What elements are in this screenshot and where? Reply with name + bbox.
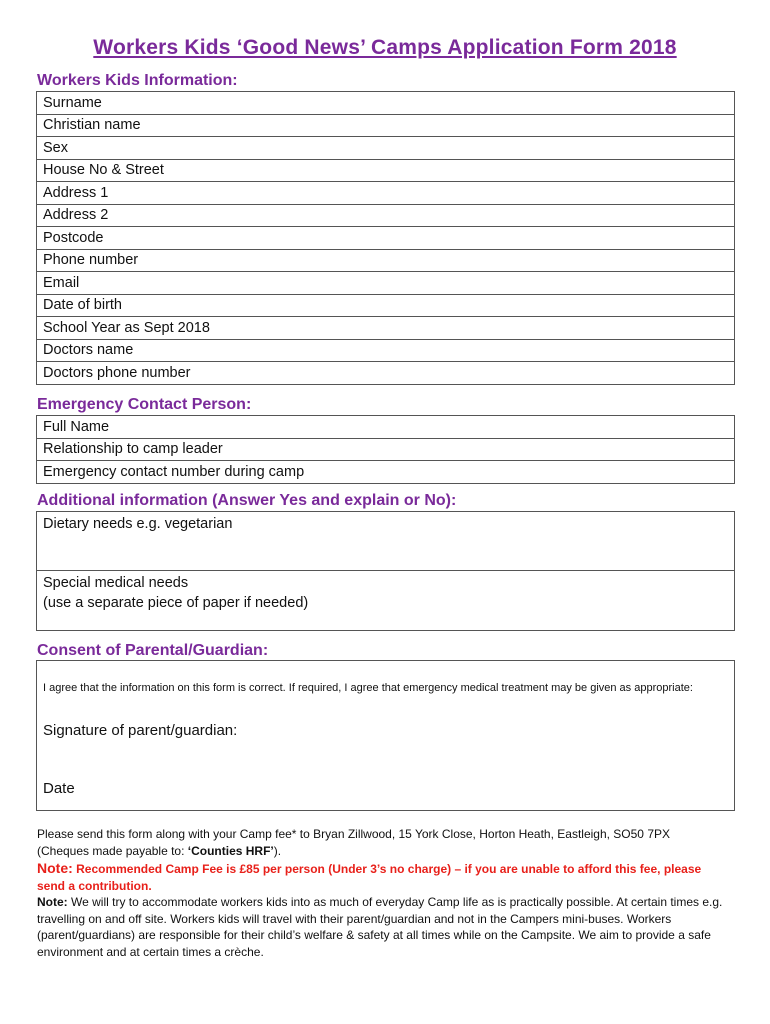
table-row: [37, 339, 735, 362]
general-note-text: We will try to accommodate workers kids into as much of everyday Camp life as is practically possible. At certain times e.g. travelling on and off site. Workers kids will travel with their parent/guardian and not in the Campers mini-buses. Workers (parent/guardians) are responsible for their child’s welfare & safety at all times while on the Campsite. We aim to provide a safe environment and at certain times a crèche.: [37, 895, 723, 959]
field-school-year[interactable]: School Year as Sept 2018: [37, 317, 735, 340]
form-title: Workers Kids ‘Good News’ Camps Application Form 2018: [93, 36, 677, 59]
kids-info-heading: Workers Kids Information:: [37, 72, 238, 89]
emergency-contact-heading: Emergency Contact Person:: [37, 396, 252, 413]
fee-note-label: Note:: [37, 860, 73, 876]
send-instructions: Please send this form along with your Camp fee* to Bryan Zillwood, 15 York Close, Horton Heath, Eastleigh, SO50 7PX: [37, 827, 670, 841]
field-surname[interactable]: Surname: [37, 92, 735, 115]
medical-label: Special medical needs: [43, 575, 189, 591]
table-row: [37, 159, 735, 182]
table-row: [37, 92, 735, 115]
table-row: [37, 249, 735, 272]
table-row: [37, 416, 735, 439]
consent-box: [36, 660, 735, 811]
consent-statement: I agree that the information on this form is correct. If required, I agree that emergency medical treatment may be given as appropriate:: [43, 682, 693, 694]
table-row: [37, 294, 735, 317]
general-note-label: Note:: [37, 895, 68, 909]
field-email[interactable]: Email: [37, 272, 735, 295]
signature-label: Signature of parent/guardian:: [43, 722, 238, 739]
general-note: [37, 894, 727, 960]
field-doctors-phone[interactable]: Doctors phone number: [37, 362, 735, 385]
fee-note: [37, 860, 727, 894]
fee-note-text: Recommended Camp Fee is £85 per person (Under 3’s no charge) – if you are unable to afford this fee, please send a contribution.: [37, 862, 702, 893]
additional-info-heading: Additional information (Answer Yes and explain or No):: [37, 492, 457, 509]
cheque-payee: ‘Counties HRF’: [187, 843, 274, 858]
field-christian-name[interactable]: Christian name: [37, 114, 735, 137]
dietary-label: Dietary needs e.g. vegetarian: [43, 516, 233, 532]
medical-note: (use a separate piece of paper if needed): [43, 595, 309, 611]
date-label: Date: [43, 780, 75, 797]
consent-heading: Consent of Parental/Guardian:: [37, 642, 269, 659]
kids-info-table: [36, 91, 735, 385]
field-date-of-birth[interactable]: Date of birth: [37, 294, 735, 317]
cheque-prefix: (Cheques made payable to:: [37, 843, 188, 858]
field-sex[interactable]: Sex: [37, 137, 735, 160]
field-address-1[interactable]: Address 1: [37, 182, 735, 205]
field-doctors-name[interactable]: Doctors name: [37, 339, 735, 362]
cheque-line: [37, 843, 727, 860]
table-row: [37, 137, 735, 160]
table-row: [37, 461, 735, 484]
table-row: [37, 114, 735, 137]
field-postcode[interactable]: Postcode: [37, 227, 735, 250]
table-row: [37, 204, 735, 227]
table-row: [37, 438, 735, 461]
footer-text: [37, 826, 727, 960]
field-phone-number[interactable]: Phone number: [37, 249, 735, 272]
field-full-name[interactable]: Full Name: [37, 416, 735, 439]
table-row: [37, 317, 735, 340]
table-row: [37, 182, 735, 205]
table-row: [37, 272, 735, 295]
table-row: [37, 227, 735, 250]
field-medical-needs[interactable]: [37, 571, 734, 630]
field-relationship[interactable]: Relationship to camp leader: [37, 438, 735, 461]
emergency-contact-table: [36, 415, 735, 484]
additional-info-box: [36, 511, 735, 631]
field-address-2[interactable]: Address 2: [37, 204, 735, 227]
field-dietary-needs[interactable]: [37, 512, 734, 571]
field-house-street[interactable]: House No & Street: [37, 159, 735, 182]
cheque-suffix: ).: [273, 843, 282, 858]
field-emergency-number[interactable]: Emergency contact number during camp: [37, 461, 735, 484]
table-row: [37, 362, 735, 385]
